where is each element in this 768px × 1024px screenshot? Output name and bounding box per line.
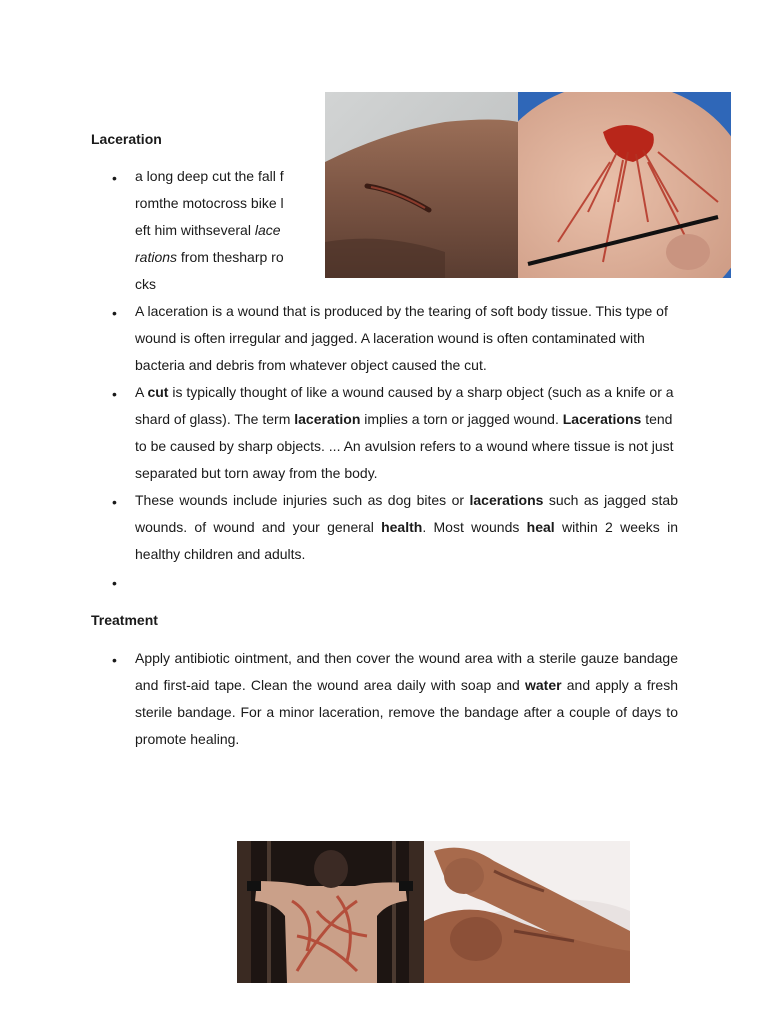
treatment-heading: Treatment: [91, 612, 158, 628]
laceration-heading: Laceration: [91, 131, 162, 147]
italic-text: rations: [135, 249, 178, 265]
treatment-text: Apply antibiotic ointment, and then cover the wound area with a sterile gauze bandage and first-aid tape. Clean the wound area daily with soap and water and apply a fresh sterile bandage. For a minor laceration, remove the bandage after a couple of days to promote healing.: [135, 650, 678, 747]
bullet-1-line: a long deep cut the fall f: [135, 168, 284, 184]
bullet-1-line: eft him withseveral lace: [135, 222, 281, 238]
bold-term: cut: [147, 384, 169, 400]
arm-laceration-photo: [325, 92, 518, 278]
bullet-marker: •: [112, 494, 117, 510]
bullet-4-text: These wounds include injuries such as dog bites or lacerations such as jagged stab wounds. of wound and your general health. Most wounds heal within 2 weeks in healthy children and adults.: [135, 492, 678, 562]
bullet-1-text: [135, 163, 320, 298]
legs-lacerations-photo: [424, 841, 630, 983]
bullet-marker: •: [112, 652, 117, 668]
bullet-1-line: rations from thesharp ro: [135, 249, 284, 265]
bullet-marker: •: [112, 305, 117, 321]
bullet-2-text: A laceration is a wound that is produced by the tearing of soft body tissue. This type of wound is often irregular and jagged. A laceration wound is often contaminated with bacteria and debris from whatever object caused the cut.: [135, 303, 668, 373]
bullet-marker-empty: •: [112, 575, 117, 591]
bold-term: Lacerations: [562, 411, 642, 427]
bold-term: lacerations: [469, 492, 544, 508]
bullet-3-text: A cut is typically thought of like a wound caused by a sharp object (such as a knife or a shard of glass). The term laceration implies a torn or jagged wound. Lacerations tend to be caused by sharp objects. ... An avulsion refers to a wound where tissue is not just separated but torn away from the body.: [135, 384, 674, 481]
scalp-laceration-photo: [518, 92, 731, 278]
bullet-1-line: romthe motocross bike l: [135, 195, 284, 211]
bold-term: heal: [526, 519, 555, 535]
bold-term: laceration: [294, 411, 361, 427]
italic-text: lace: [254, 222, 281, 238]
bullet-marker: •: [112, 170, 117, 186]
bold-term: health: [381, 519, 423, 535]
bold-term: water: [525, 677, 562, 693]
bullet-1-line: cks: [135, 276, 156, 292]
back-lacerations-photo: [237, 841, 424, 983]
bullet-marker: •: [112, 386, 117, 402]
